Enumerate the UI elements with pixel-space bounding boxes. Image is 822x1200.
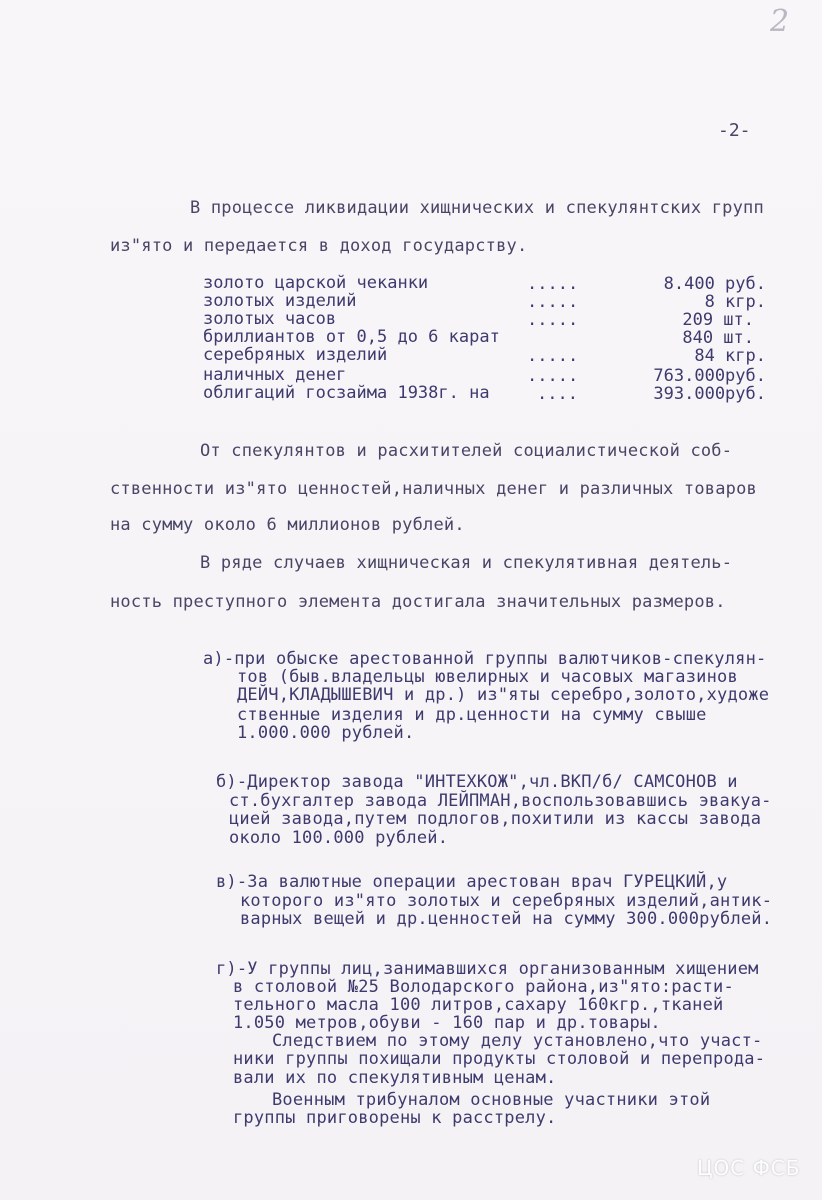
item-value: 209 шт.: [682, 310, 754, 330]
item-value: 840 шт.: [682, 328, 754, 348]
item-value: 393.000руб.: [653, 384, 766, 404]
case-b-line-3: цией завода,путем подлогов,похитили из кассы завода: [229, 809, 762, 829]
item-label: золотых часов: [203, 309, 337, 329]
item-dots: .....: [527, 292, 579, 312]
item-label: облигаций госзайма 1938г. на: [203, 383, 490, 403]
intro-line-2: из"ято и передается в доход государству.: [110, 236, 528, 256]
case-a-line-4: ственные изделия и др.ценности на сумму свыше: [237, 705, 707, 725]
para3-line-2: ность преступного элемента достигала значительных размеров.: [110, 592, 726, 612]
para3-line-1: В ряде случаев хищническая и спекулятивная деятель-: [200, 553, 733, 573]
case-b-line-2: ст.бухгалтер завода ЛЕЙПМАН,воспользовавшись эвакуа-: [229, 791, 772, 811]
case-g-line-3: тельного масла 100 литров,сахару 160кгр.,тканей: [233, 995, 724, 1015]
case-a-line-3: ДЕЙЧ,КЛАДЫШЕВИЧ и др.) из"яты серебро,золото,художе: [237, 685, 770, 705]
item-label: золотых изделий: [203, 291, 357, 311]
item-dots: .....: [527, 274, 579, 294]
case-b-line-1: б)-Директор завода "ИНТЕХКОЖ",чл.ВКП/б/ САМСОНОВ и: [216, 772, 738, 792]
case-g-line-6: ники группы похищали продукты столовой и перепрода-: [233, 1049, 766, 1069]
item-value: 8.400 руб.: [663, 274, 766, 294]
item-label: бриллиантов от 0,5 до 6 карат: [203, 327, 500, 347]
item-label: наличных денег: [203, 365, 347, 385]
case-v-line-3: варных вещей и др.ценностей на сумму 300.000рублей.: [240, 909, 773, 929]
item-dots: .....: [527, 310, 579, 330]
item-dots: .....: [527, 346, 579, 366]
case-v-line-1: в)-За валютные операции арестован врач ГУРЕЦКИЙ,у: [216, 872, 728, 892]
case-v-line-2: которого из"ято золотых и серебряных изделий,антик-: [240, 891, 773, 911]
watermark-logo: ЦОС ФСБ: [697, 1156, 801, 1180]
item-value: 8 кгр.: [704, 292, 766, 312]
case-a-line-2: тов (быв.владельцы ювелирных и часовых магазинов: [237, 667, 738, 687]
case-g-line-5: Следствием по этому делу установлено,что участ-: [272, 1031, 763, 1051]
case-a-line-5: 1.000.000 рублей.: [237, 723, 415, 743]
case-g-line-8: Военным трибуналом основные участники этой: [272, 1090, 711, 1110]
case-g-line-7: вали их по спекулятивным ценам.: [233, 1068, 557, 1088]
para2-line-3: на сумму около 6 миллионов рублей.: [110, 515, 465, 535]
case-a-line-1: а)-при обыске арестованной группы валютчиков-спекулян-: [203, 649, 767, 669]
page-number: -2-: [718, 120, 751, 141]
case-b-line-4: около 100.000 рублей.: [229, 828, 449, 848]
item-value: 84 кгр.: [694, 346, 766, 366]
case-g-line-9: группы приговорены к расстрелу.: [233, 1108, 557, 1128]
case-g-line-1: г)-У группы лиц,занимавшихся организованным хищением: [216, 959, 759, 979]
item-dots: ....: [537, 384, 578, 404]
intro-line-1: В процессе ликвидации хищнических и спекулянтских групп: [190, 198, 764, 218]
case-g-line-2: в столовой №25 Володарского района,из"ято:расти-: [233, 977, 734, 997]
item-value: 763.000руб.: [653, 366, 766, 386]
item-label: серебряных изделий: [203, 345, 388, 365]
para2-line-2: ственности из"ято ценностей,наличных денег и различных товаров: [110, 479, 757, 499]
case-g-line-4: 1.050 метров,обуви - 160 пар и др.товары.: [233, 1013, 661, 1033]
pencil-page-mark: 2: [770, 4, 790, 39]
para2-line-1: От спекулянтов и расхитителей социалистической соб-: [200, 441, 733, 461]
item-label: золото царской чеканки: [203, 273, 429, 293]
item-dots: .....: [527, 366, 579, 386]
